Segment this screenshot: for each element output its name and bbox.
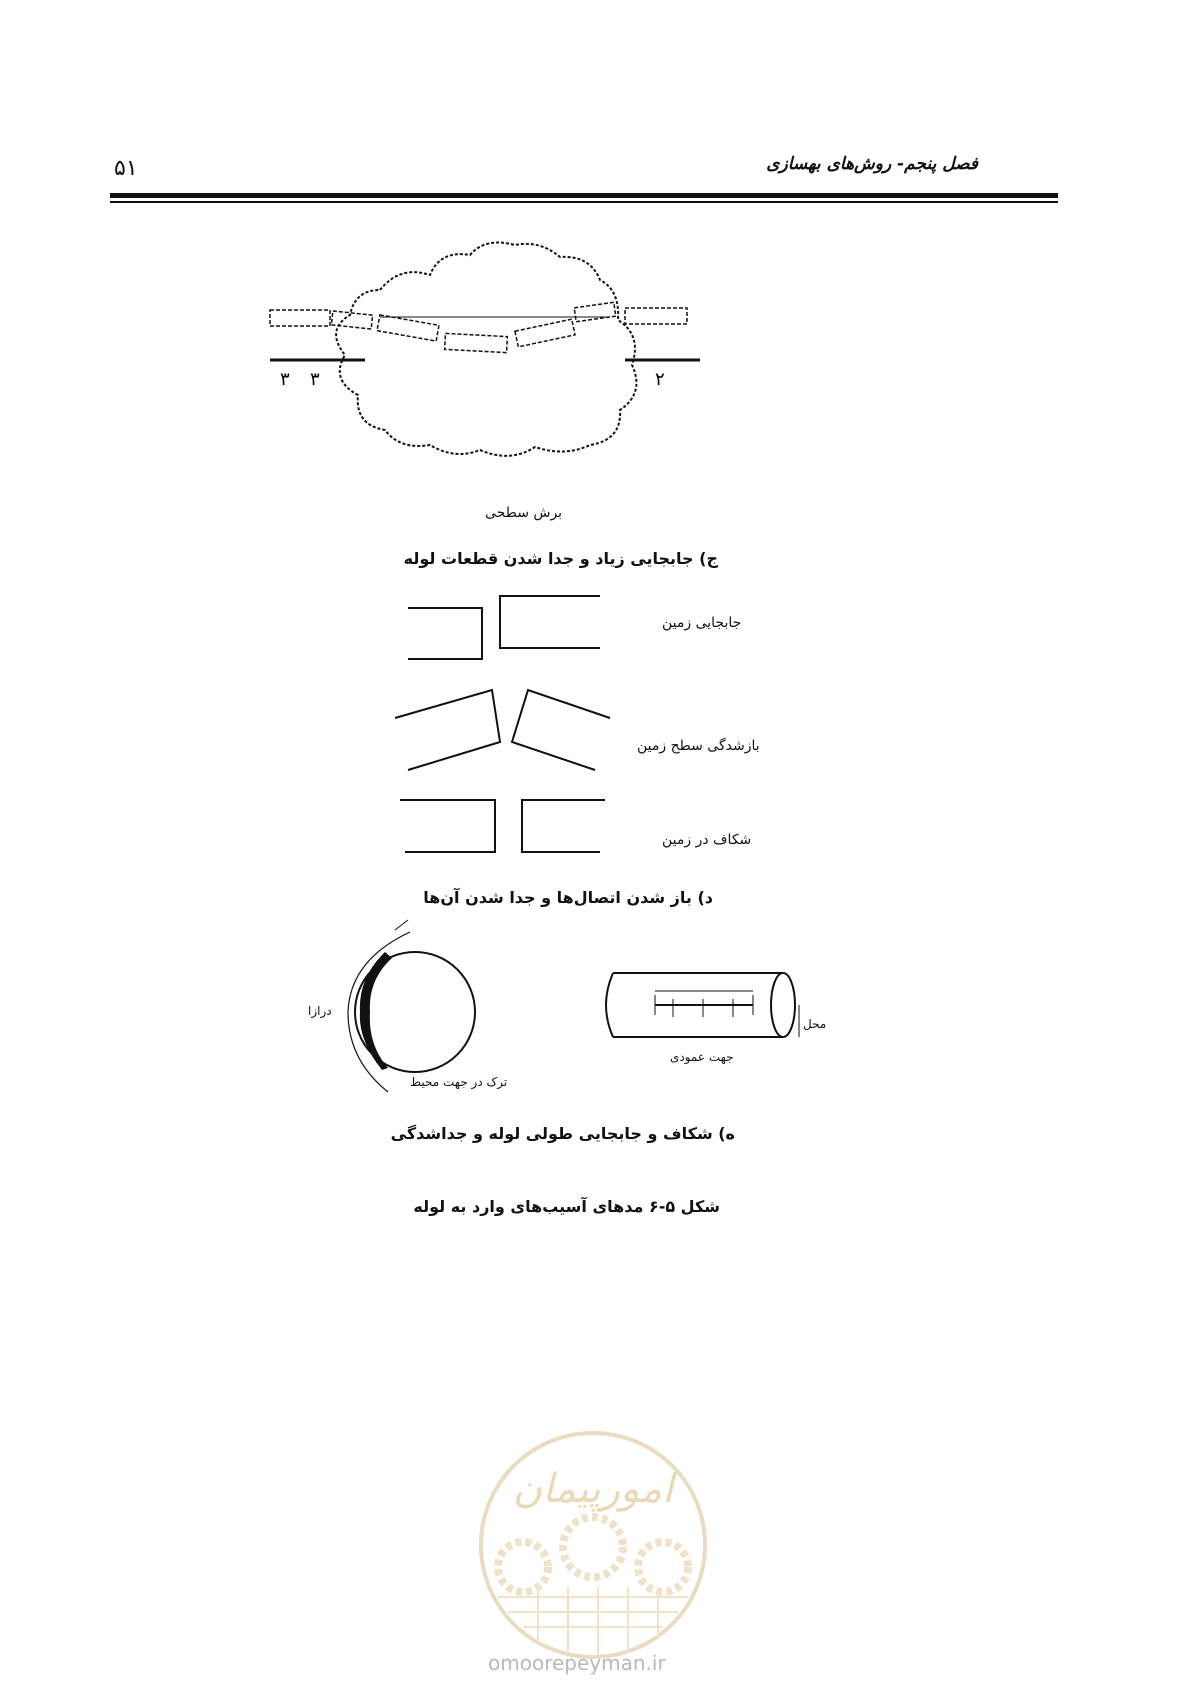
length-label: درازا [308, 1004, 332, 1018]
pipe-segment [377, 315, 439, 341]
watermark-url: omoorepeyman.ir [488, 1651, 666, 1675]
pipe-segment [574, 302, 616, 321]
vertical-direction-label: جهت عمودی [670, 1050, 734, 1064]
pipe-segment [625, 308, 687, 324]
figure-c-diagram [270, 235, 740, 495]
header-rule-thin [110, 201, 1058, 203]
figure-e-caption: ه) شکاف و جابجایی طولی لوله و جداشدگی [390, 1124, 735, 1143]
figure-c-caption: ج) جابجایی زیاد و جدا شدن قطعات لوله [403, 549, 718, 568]
page-number: ۵۱ [114, 156, 138, 181]
watermark-logo-text: امورپیمان [512, 1466, 674, 1512]
section-label: برش سطحی [485, 505, 563, 521]
pipe-segment [270, 310, 330, 326]
ground-crack-label: شکاف در زمین [662, 832, 752, 848]
figure-c-number: ۲ [655, 369, 665, 390]
longitudinal-crack-diagram [603, 965, 828, 1045]
figure-d-caption: د) باز شدن اتصال‌ها و جدا شدن آن‌ها [423, 888, 713, 907]
pipe-segment [445, 333, 508, 352]
running-header: فصل پنجم- روش‌های بهسازی [766, 154, 978, 174]
figure-d-diagram [390, 590, 615, 860]
surface-opening-label: بازشدگی سطح زمین [637, 738, 760, 754]
ground-movement-label: جابجایی زمین [662, 615, 742, 631]
watermark-logo [468, 1412, 718, 1682]
figure-c-number: ۳ [280, 369, 290, 390]
pipe-segment [331, 311, 372, 329]
location-label: محل [803, 1017, 827, 1031]
circumferential-crack-diagram [340, 920, 460, 1095]
figure-caption: شکل ۵-۶ مدهای آسیب‌های وارد به لوله [413, 1197, 720, 1216]
figure-c-number: ۳ [310, 369, 320, 390]
header-rule-thick [110, 193, 1058, 198]
pipe-segment [515, 319, 575, 347]
circumferential-crack-label: ترک در جهت محیط [410, 1075, 508, 1089]
